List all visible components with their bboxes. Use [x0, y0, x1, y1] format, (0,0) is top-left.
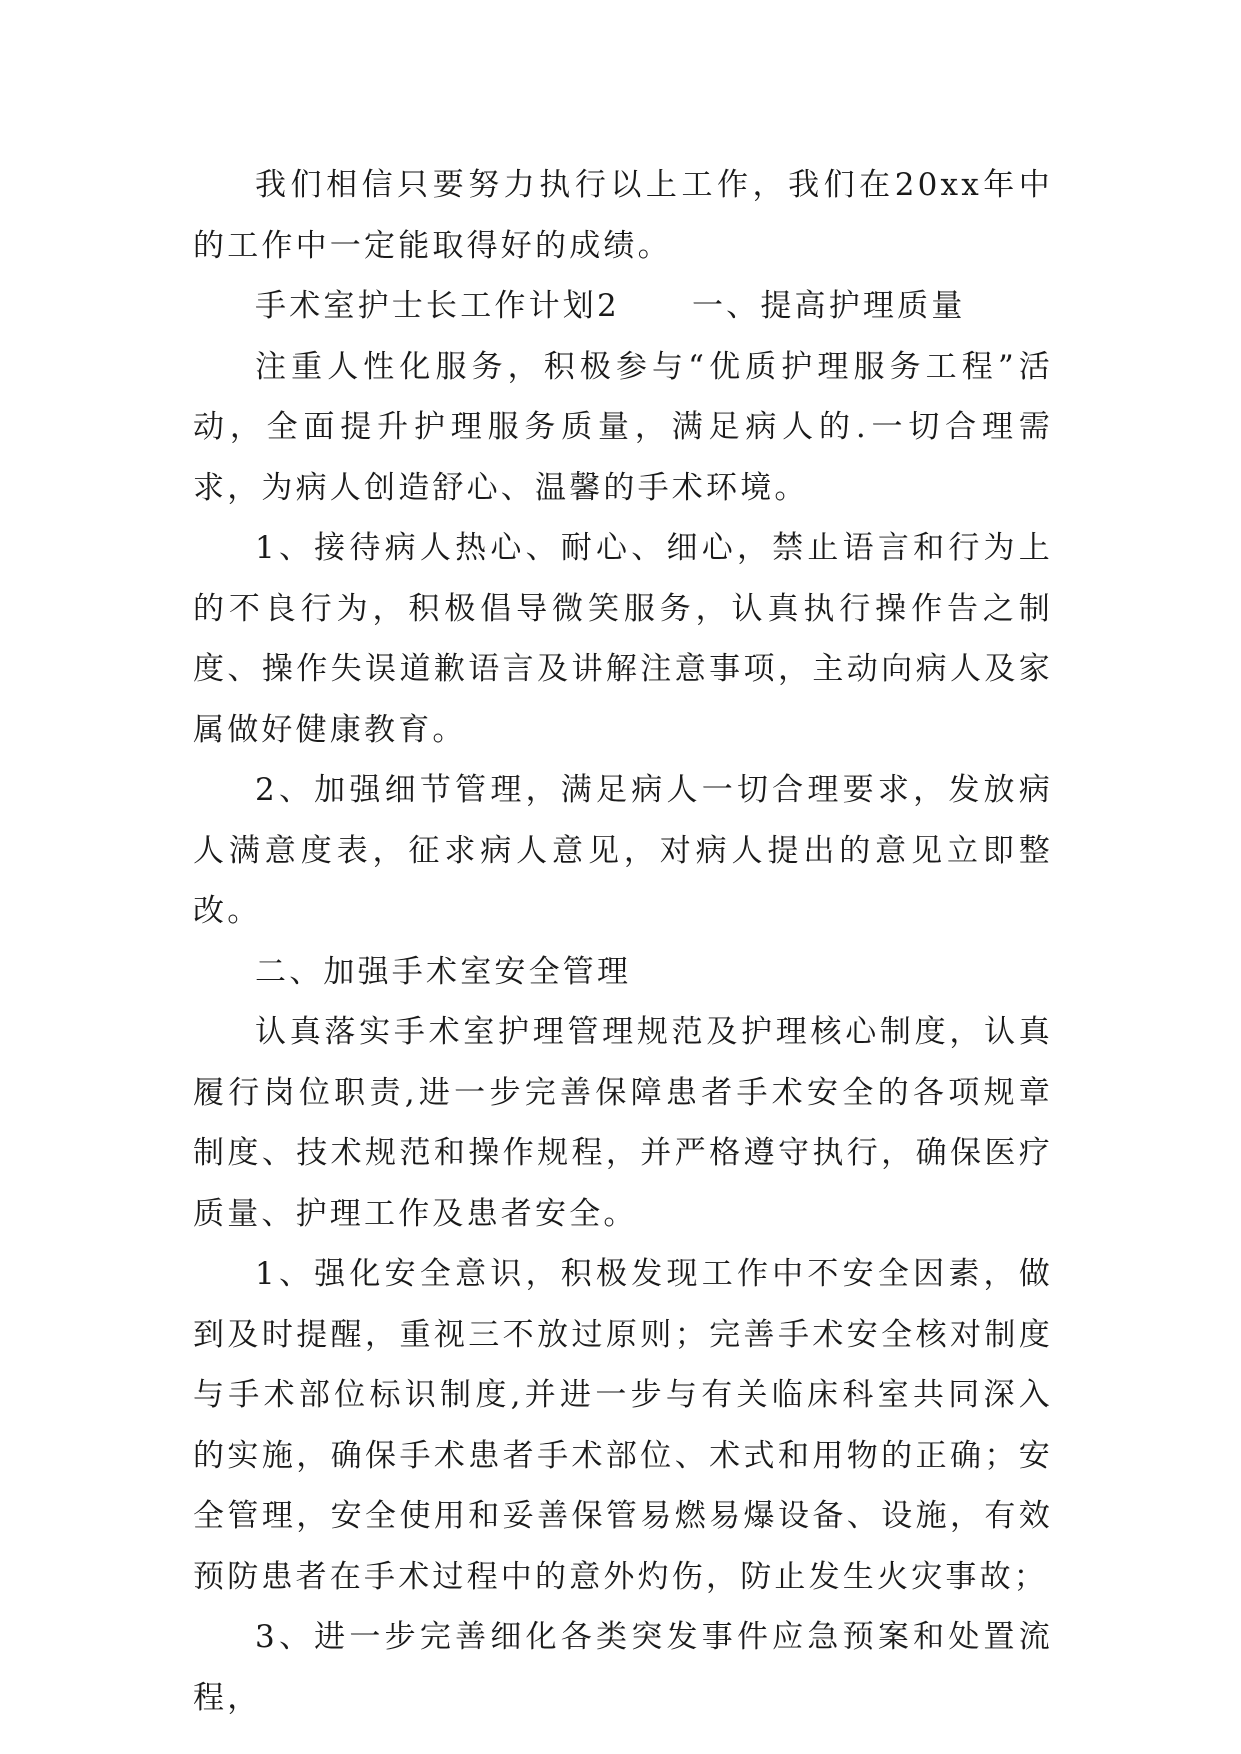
paragraph-item-1-safety-awareness: 1、强化安全意识，积极发现工作中不安全因素，做到及时提醒，重视三不放过原则；完善手术安全核对制度与手术部位标识制度,并进一步与有关临床科室共同深入的实施，确保手术患者手术部位、术式和用物的正确；安全管理，安全使用和妥善保管易燃易爆设备、设施，有效预防患者在手术过程中的意外灼伤，防止发生火灾事故； — [193, 1256, 1053, 1595]
paragraph-safety-management: 认真落实手术室护理管理规范及护理核心制度，认真履行岗位职责,进一步完善保障患者手术安全的各项规章制度、技术规范和操作规程，并严格遵守执行，确保医疗质量、护理工作及患者安全。 — [193, 1014, 1053, 1232]
paragraph-humanized-service: 注重人性化服务，积极参与“优质护理服务工程”活动，全面提升护理服务质量，满足病人的.一切合理需求，为病人创造舒心、温馨的手术环境。 — [193, 348, 1053, 506]
paragraph-closing-statement: 我们相信只要努力执行以上工作，我们在20xx年中的工作中一定能取得好的成绩。 — [193, 167, 1053, 264]
plan-heading-line — [193, 276, 1053, 337]
plan-title: 手术室护士长工作计划2 — [255, 288, 620, 324]
paragraph-item-3-emergency-plans: 3、进一步完善细化各类突发事件应急预案和处置流程， — [193, 1619, 1053, 1716]
section-heading-one: 一、提高护理质量 — [691, 288, 966, 324]
paragraph-item-1-reception: 1、接待病人热心、耐心、细心，禁止语言和行为上的不良行为，积极倡导微笑服务，认真执行操作告之制度、操作失误道歉语言及讲解注意事项，主动向病人及家属做好健康教育。 — [193, 530, 1053, 748]
paragraph-item-2-detail-management: 2、加强细节管理，满足病人一切合理要求，发放病人满意度表，征求病人意见，对病人提出的意见立即整改。 — [193, 772, 1053, 929]
document-body — [193, 155, 1053, 1728]
section-heading-two: 二、加强手术室安全管理 — [255, 953, 632, 990]
